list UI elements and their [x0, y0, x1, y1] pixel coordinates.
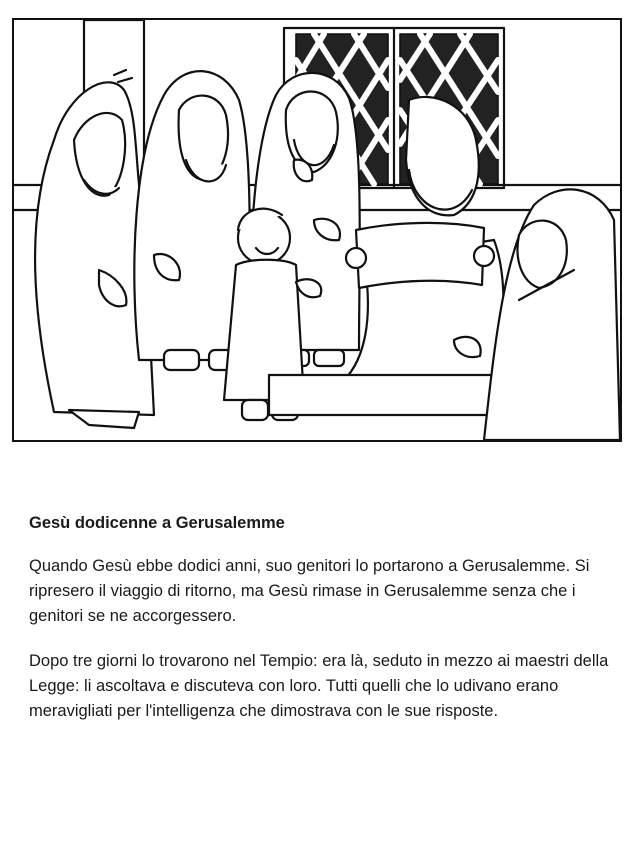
- story-title: Gesù dodicenne a Gerusalemme: [29, 514, 285, 532]
- coloring-illustration: [12, 18, 622, 442]
- story-paragraph-2: Dopo tre giorni lo trovarono nel Tempio: era là, seduto in mezzo ai maestri della Legge: li ascoltava e discuteva con loro. Tutti quelli che lo udivano erano meravigliati per l'intelligenza che dimostrava con le sue risposte.: [29, 652, 609, 720]
- story-paragraph-1: Quando Gesù ebbe dodici anni, suo genitori lo portarono a Gerusalemme. Si ripresero il viaggio di ritorno, ma Gesù rimase in Gerusalemme senza che i genitori se ne accorgessero.: [29, 557, 590, 625]
- story-text: [29, 512, 614, 744]
